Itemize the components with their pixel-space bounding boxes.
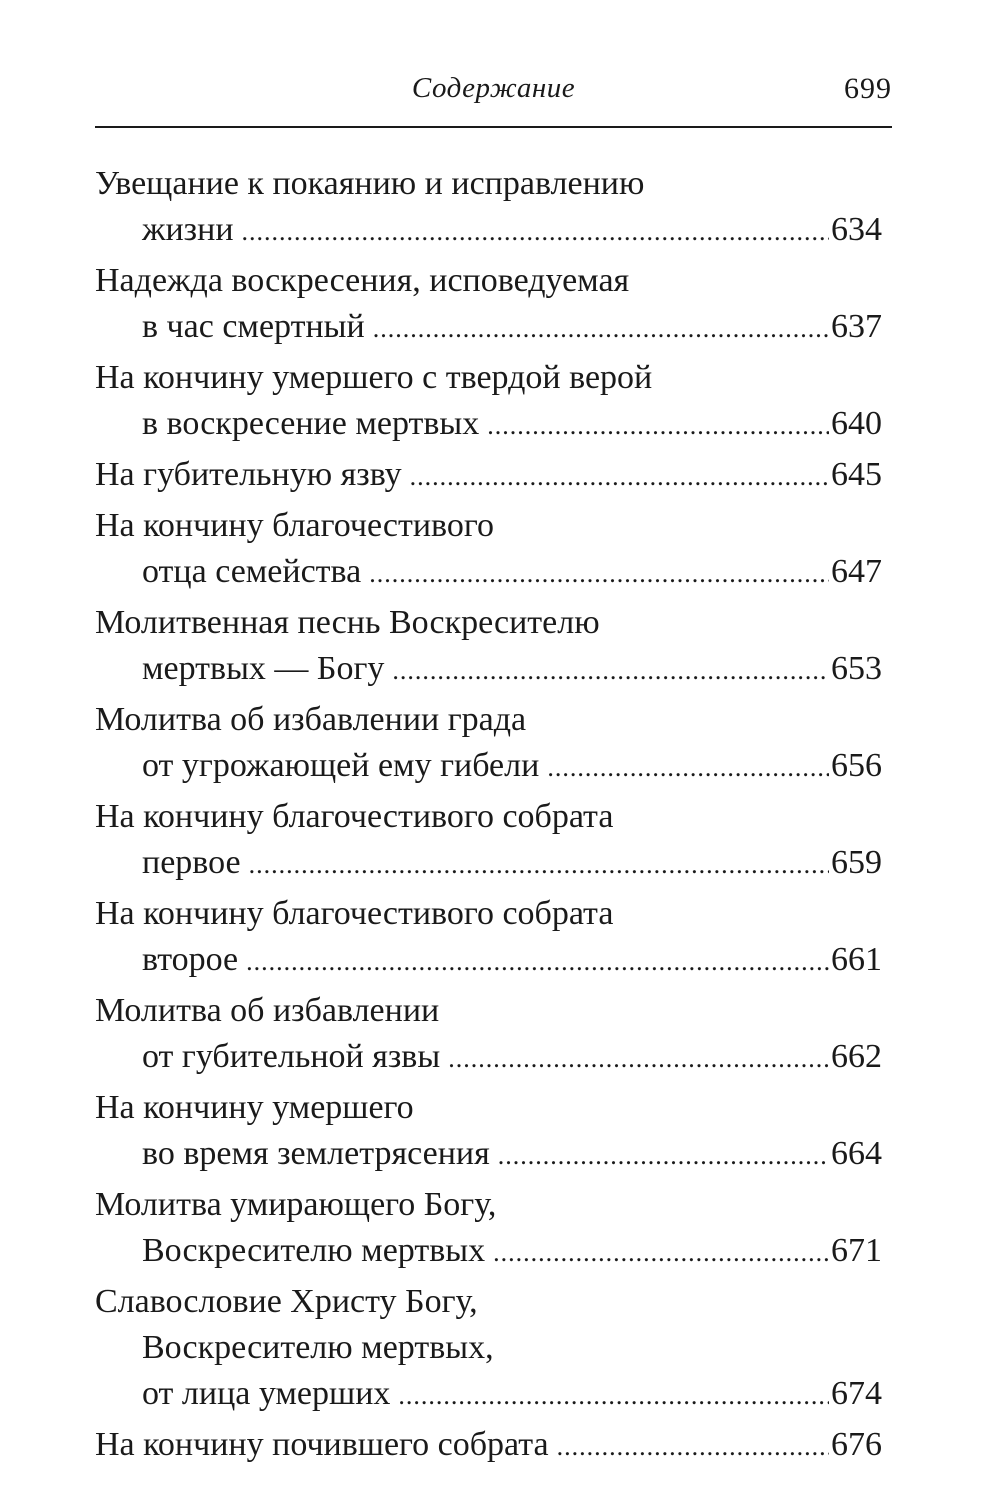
toc-entry-last-line xyxy=(95,207,882,253)
toc-entry-title: отца семейства xyxy=(142,553,362,590)
dot-leader xyxy=(249,842,829,888)
toc-entry-last-line xyxy=(95,937,882,983)
toc-entry-line: Молитвенная песнь Воскресителю xyxy=(95,604,600,641)
running-title: Содержание xyxy=(411,72,576,104)
toc-entry xyxy=(95,794,882,886)
toc-entry-last-line xyxy=(95,1422,882,1468)
dot-leader xyxy=(246,939,829,985)
toc-entry-line: Молитва умирающего Богу, xyxy=(95,1186,497,1223)
toc-entry-title: в час смертный xyxy=(142,308,365,345)
toc-entry-last-line xyxy=(95,1131,882,1177)
toc-entry-line: На кончину умершего xyxy=(95,1089,414,1126)
toc-entry-page: 640 xyxy=(831,405,882,442)
toc-entry xyxy=(95,1279,882,1417)
toc-entry-line: На кончину благочестивого собрата xyxy=(95,895,614,932)
toc-entry xyxy=(95,1085,882,1177)
toc-entry-last-line xyxy=(95,743,882,789)
toc-entry-line: Молитва об избавлении града xyxy=(95,701,527,738)
dot-leader xyxy=(547,745,829,791)
toc-entry-title: от лица умерших xyxy=(142,1375,391,1412)
dot-leader xyxy=(487,403,829,449)
toc-entry-last-line xyxy=(95,304,882,350)
toc-entry-last-line xyxy=(95,401,882,447)
toc-entry-last-line xyxy=(95,646,882,692)
toc-entry-line: Славословие Христу Богу, xyxy=(95,1283,478,1320)
dot-leader xyxy=(493,1230,829,1276)
toc-entry-page: 659 xyxy=(831,844,882,881)
running-header xyxy=(95,72,892,112)
toc-entry-last-line xyxy=(95,1371,882,1417)
toc-entry-page: 671 xyxy=(831,1232,882,1269)
toc-entry-title: от губительной язвы xyxy=(142,1038,441,1075)
toc-entry-last-line xyxy=(95,840,882,886)
toc-entry-line: Воскресителю мертвых, xyxy=(142,1329,494,1366)
dot-leader xyxy=(448,1036,829,1082)
dot-leader xyxy=(398,1373,829,1419)
toc-entry xyxy=(95,161,882,253)
toc-entry-title: На губительную язву xyxy=(95,456,402,493)
dot-leader xyxy=(498,1133,829,1179)
toc-entry-title: второе xyxy=(142,941,239,978)
toc-entry-line: На кончину благочестивого собрата xyxy=(95,798,614,835)
toc-entry-last-line xyxy=(95,1228,882,1274)
toc-entry-title: от угрожающей ему гибели xyxy=(142,747,540,784)
dot-leader xyxy=(242,209,829,255)
dot-leader xyxy=(373,306,829,352)
toc-entry-title: в воскресение мертвых xyxy=(142,405,480,442)
dot-leader xyxy=(392,648,829,694)
toc-entry xyxy=(95,258,882,350)
toc-entry-title: жизни xyxy=(142,211,234,248)
toc-entry xyxy=(95,1422,882,1468)
toc-entry xyxy=(95,697,882,789)
toc-entry-page: 674 xyxy=(831,1375,882,1412)
toc-entry-title: во время землетрясения xyxy=(142,1135,490,1172)
toc-entry-last-line xyxy=(95,452,882,498)
dot-leader xyxy=(410,454,829,500)
toc-entry-page: 634 xyxy=(831,211,882,248)
toc-entry-title: мертвых — Богу xyxy=(142,650,385,687)
toc-entry-last-line xyxy=(95,549,882,595)
toc-entry-title: первое xyxy=(142,844,241,881)
toc-entry-page: 637 xyxy=(831,308,882,345)
toc-entry-title: На кончину почившего собрата xyxy=(95,1426,549,1463)
dot-leader xyxy=(557,1424,829,1470)
toc-entry xyxy=(95,1182,882,1274)
toc-entry-page: 647 xyxy=(831,553,882,590)
toc-entry-page: 661 xyxy=(831,941,882,978)
toc-entry-page: 653 xyxy=(831,650,882,687)
header-rule xyxy=(95,126,892,128)
toc-entry-line: На кончину умершего с твердой верой xyxy=(95,359,653,396)
toc-entry-line: Молитва об избавлении xyxy=(95,992,440,1029)
toc-entry-line: Надежда воскресения, исповедуемая xyxy=(95,262,630,299)
toc-entry xyxy=(95,452,882,498)
dot-leader xyxy=(369,551,829,597)
toc-entry-page: 645 xyxy=(831,456,882,493)
toc-entry-page: 676 xyxy=(831,1426,882,1463)
toc-entry xyxy=(95,600,882,692)
toc-entry-line: Увещание к покаянию и исправлению xyxy=(95,165,645,202)
toc-entry-page: 662 xyxy=(831,1038,882,1075)
toc-entry-last-line xyxy=(95,1034,882,1080)
toc-entry-line: На кончину благочестивого xyxy=(95,507,494,544)
toc-entry xyxy=(95,891,882,983)
toc-entry xyxy=(95,355,882,447)
toc-entry-page: 656 xyxy=(831,747,882,784)
toc-entry xyxy=(95,988,882,1080)
toc-entry-title: Воскресителю мертвых xyxy=(142,1232,486,1269)
table-of-contents xyxy=(95,161,882,1473)
page-number: 699 xyxy=(844,72,892,105)
toc-entry xyxy=(95,503,882,595)
toc-entry-page: 664 xyxy=(831,1135,882,1172)
